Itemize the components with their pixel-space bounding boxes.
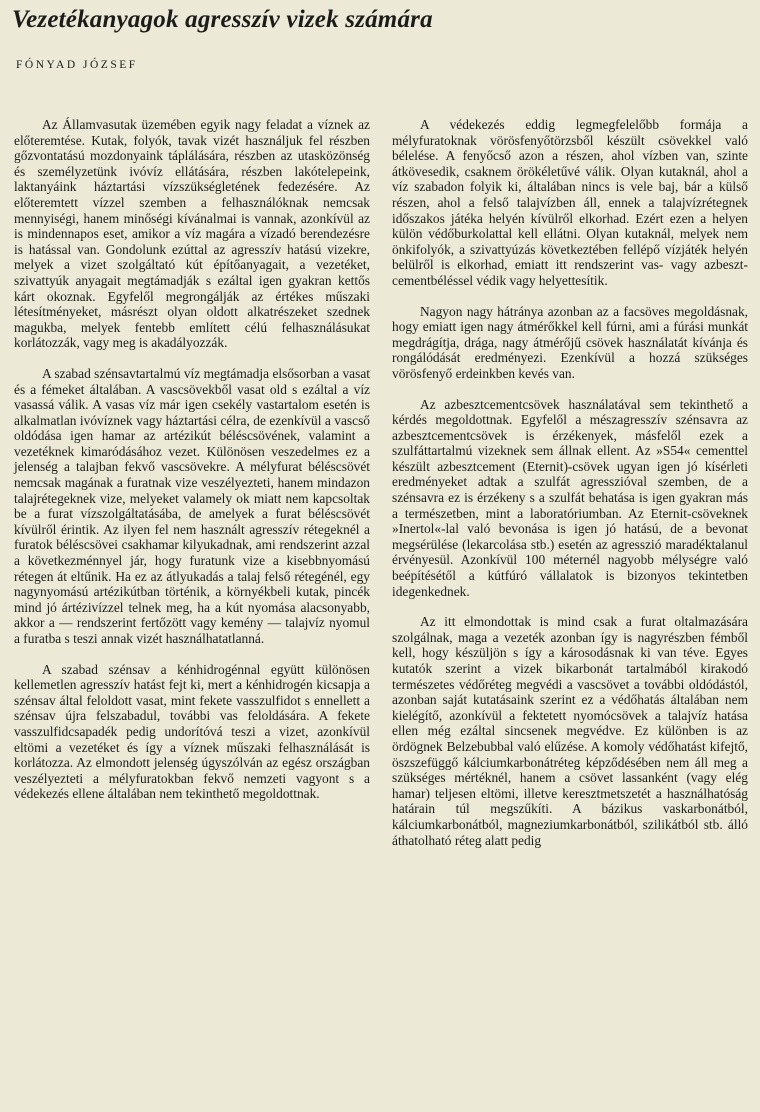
paragraph: A szabad szénsav a kénhidrogénnal együtt különösen kellemetlen agresszív hatást fejt ki, mert a kénhidrogén kicsapja a szénsav által feloldott vasat, mint fekete vasszulfidot s ennellett a szénsav újra felszabadul, további vas feloldására. A fekete vasszulfidcsapadék pedig undorítóvá teszi a vizet, azonkívül eltömi a vezetéket és így a víznek műszaki felhasználását is korlátozza. Az elmondott jelenség úgyszólván az egész országban veszélyezteti a mélyfuratokban fekvő nemzeti vagyont s a védekezés ellene általában nem tekinthető megoldottnak. xyxy=(14,661,370,802)
paragraph: Az itt elmondottak is mind csak a furat oltalmazására szolgálnak, maga a vezeték azonban így is nagyrészben fémből kell, hogy készüljön s így a károsodásnak ki van téve. Egyes kutatók szerint a vizek bikarbonát tartalmából kirakodó természetes védőréteg megvédi a vascsövet a további oldódástól, azonban saját kutatásaink szerint ez a védőhatás általában nem kielégítő, azonkívül a fektetett nyomócsövek a talajvíz hatása ellen még ezáltal sincsenek megvédve. Ez különben is az ördögnek Belzebubbal való elűzése. A komoly védőhatást kifejtő, öszszefüggő kálciumkarbonátréteg képződésében nem áll meg a szükséges mértéknél, hanem a csövet lassanként (vagy elég hamar) teljesen eltömi, illetve keresztmetszetét a használhatóság határain túl megszűkíti. A bázikus vaskarbonátból, kálciumkarbonátból, magneziumkarbonátból, szilikátból stb. álló áthatolható réteg alatt pedig xyxy=(392,614,748,848)
paragraph: Nagyon nagy hátránya azonban az a facsöves megoldásnak, hogy emiatt igen nagy átmérőkkel kell fúrni, ami a fúrási munkát megdrágítja, drága, nagy átmérőjű csövek használatát kívánja és rongálódását eredményezi. Ezenkívül a hozzá szükséges vörösfenyő erdeinkben kevés van. xyxy=(392,303,748,381)
left-column xyxy=(14,117,370,802)
paragraph: A védekezés eddig legmegfelelőbb formája a mélyfuratoknak vörösfenyőtörzsből készült csövekkel való bélelése. A fenyőcső azon a részen, ahol vízben van, szinte átkövesedik, csaknem örökéletűvé válik. Olyan kutaknál, ahol a víz szabadon folyik ki, általában nincs is vele baj, bár a külső részen, ahol a felső talajvízben áll, ennek a talajvízrétegnek időszakos játéka helyén kívülről elkorhad. Ezért ezen a helyen külön védőburkolattal kell ellátni. Olyan kutaknál, melyek nem önkifolyók, a szivattyúzás következtében fellépő vízjáték helyén belülről is elkorhad, emiatt itt rendszerint vas- vagy azbeszt-cementbéléssel védik vagy helyettesítik. xyxy=(392,117,748,288)
paragraph: Az Államvasutak üzemében egyik nagy feladat a víznek az előteremtése. Kutak, folyók, tavak vizét használjuk fel részben gőzvontatású mozdonyaink táplálására, részben az utasközönség és személyzetünk ivóvíz ellátására, részben lakótelepeink, laktanyáink háztartási vízszükségletének fedezésére. Az előteremtett vízzel szemben a felhasználóknak nemcsak mennyiségi, hanem minőségi kívánalmai is vannak, azonkívül az is mindennapos eset, amikor a víz magára a vízadó berendezésre is hatással van. Gondolunk ezúttal az agresszív hatású vizekre, melyek a vizet szolgáltató kút építőanyagait, a vezetéket, szivattyúk anyagait megtámadják s ezáltal igen gyakran kettős kárt okoznak. Egyfelől megrongálják az értékes műszaki létesítményeket, másrészt olyan oldott alkatrészeket szednek magukba, melyek fentebb említett célú felhasználásukat korlátozzák, vagy meg is akadályozzák. xyxy=(14,117,370,351)
right-column xyxy=(392,117,748,848)
article-author: FÓNYAD JÓZSEF xyxy=(16,59,138,71)
paragraph: A szabad szénsavtartalmú víz megtámadja elsősorban a vasat és a fémeket általában. A vascsövekből vasat old s ezáltal a víz vasassá válik. A vasas víz már igen csekély vastartalom esetén is alkalmatlan ivóvíznek vagy háztartási célra, de ezenkívül a vascső oldódása igen hamar az artézikút béléscsövének, valamint a vezetéknek kimaródásához vezet. Különösen veszedelmes ez a jelenség a talajban fekvő vascsövekre. A mélyfurat béléscsövét nemcsak magának a furatnak vize veszélyezteti, hanem mindazon talajrétegeknek vize, melyeket valamely ok miatt nem kapcsoltak be a furat vízszolgáltatásába, de amelyek a furat béléscsövét kívülről érintik. Az ilyen fel nem használt agresszív rétegeknél a furatok béléscsövei csakhamar kilyukadnak, ami rendszerint azzal a következménnyel jár, hogy furatunk vize a kisebbnyomású rétegen át eltűnik. Ha ez az átlyukadás a talaj felső rétegénél, egy nagynyomású artézikútban történik, a környékbeli kutak, pincék mind jó ártézivízzel telnek meg, ha a kút nyomása alacsonyabb, akkor a — rendszerint fertőzött vagy kemény — talajvíz nyomul a furatba s teszi annak vizét használhatatlanná. xyxy=(14,365,370,646)
paragraph: Az azbesztcementcsövek használatával sem tekinthető a kérdés megoldottnak. Egyfelől a mészagresszív szénsavra az azbesztcementcsövek is érzékenyek, másfelől ezek a szulfáttartalmú vizeknek sem állnak ellent. Az »S54« cementtel készült azbesztcement (Eternit)-csövek ugyan igen jó kísérleti eredményeket adtak a szulfát agresszióval szemben, de a szénsavra ez is érzékeny s a szulfát behatása is igen gyakran más a természetben, mint a laboratóriumban. Az Eternit-csöveknek »Inertol«-lal való bevonása is igen jó hatású, de a bevonat megsérülése (lekarcolása stb.) esetén az agresszió maradéktalanul érvényesül. Azonkívül 100 méternél nagyobb mélységre való beépítésétől a kútfúró vállalatok is bizonyos tekintetben idegenkednek. xyxy=(392,396,748,599)
article-title: Vezetékanyagok agresszív vizek számára xyxy=(12,6,433,33)
